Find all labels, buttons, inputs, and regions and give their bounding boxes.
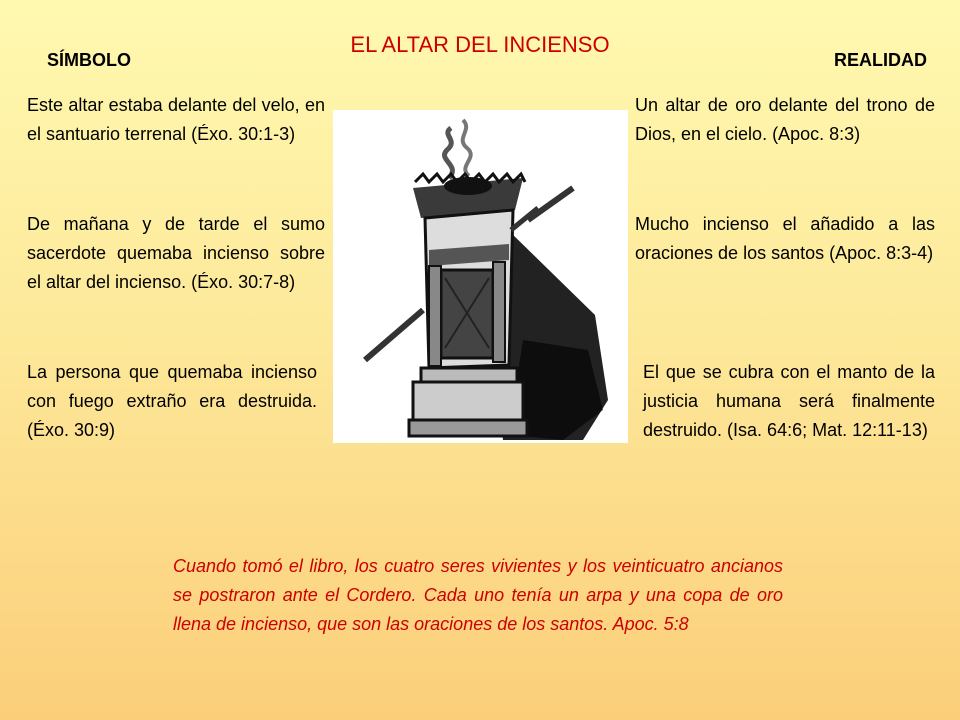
reality-paragraph-1: Un altar de oro delante del trono de Dios, en el cielo. (Apoc. 8:3)	[635, 95, 935, 144]
symbol-paragraph-3: La persona que quemaba incienso con fuego extraño era destruida. (Éxo. 30:9)	[27, 362, 317, 440]
reality-header: REALIDAD	[834, 50, 927, 70]
reality-paragraph-2: Mucho incienso el añadido a las oraciones de los santos (Apoc. 8:3-4)	[635, 214, 935, 263]
symbol-header: SÍMBOLO	[47, 50, 131, 70]
reality-paragraph-3: El que se cubra con el manto de la justicia humana será finalmente destruido. (Isa. 64:6; Mat. 12:11-13)	[643, 362, 935, 440]
altar-of-incense-illustration	[333, 110, 628, 443]
slide-title: EL ALTAR DEL INCIENSO	[350, 32, 610, 57]
symbol-paragraph-2: De mañana y de tarde el sumo sacerdote quemaba incienso sobre el altar del incienso. (Éxo. 30:7-8)	[27, 214, 325, 292]
scripture-quote: Cuando tomó el libro, los cuatro seres vivientes y los veinticuatro ancianos se postraron ante el Cordero. Cada uno tenía un arpa y una copa de oro llena de incienso, que son las oraciones de los santos. Apoc. 5:8	[173, 556, 783, 634]
symbol-paragraph-1: Este altar estaba delante del velo, en el santuario terrenal (Éxo. 30:1-3)	[27, 95, 325, 144]
